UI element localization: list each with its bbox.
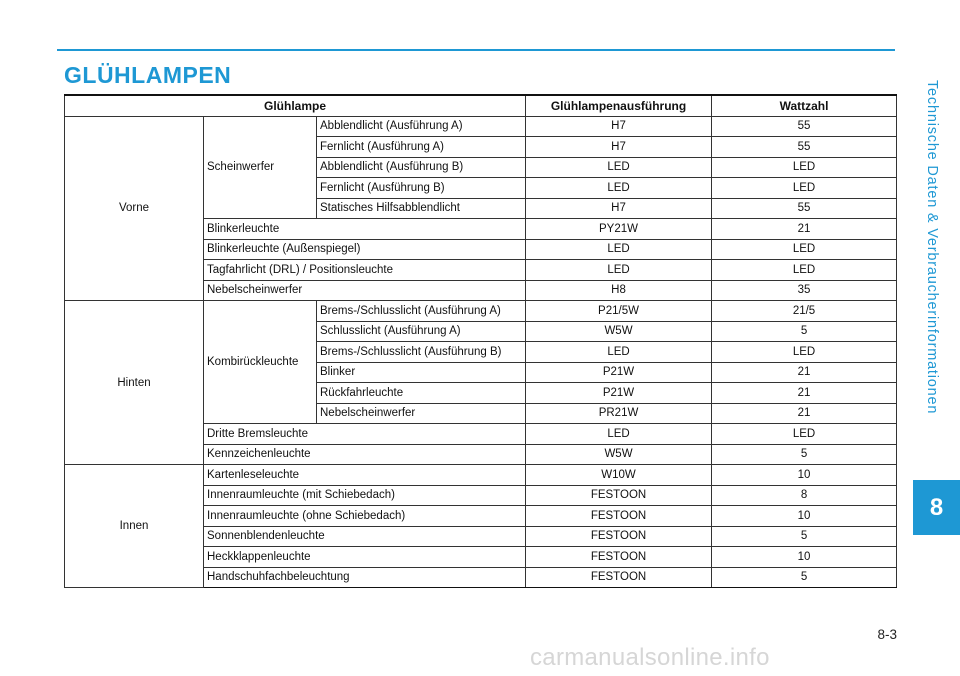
bulb-type: LED: [526, 178, 712, 199]
bulb-name: Brems-/Schlusslicht (Ausführung B): [317, 342, 526, 363]
bulb-type: LED: [526, 239, 712, 260]
bulb-type: LED: [526, 342, 712, 363]
bulb-name: Fernlicht (Ausführung B): [317, 178, 526, 199]
bulb-wattage: LED: [712, 239, 897, 260]
bulb-type: LED: [526, 157, 712, 178]
bulb-name: Brems-/Schlusslicht (Ausführung A): [317, 301, 526, 322]
bulb-wattage: 21: [712, 383, 897, 404]
page-number: 8-3: [877, 627, 897, 642]
bulb-wattage: 21/5: [712, 301, 897, 322]
bulb-name: Handschuhfachbeleuchtung: [204, 567, 526, 588]
bulb-type: P21W: [526, 383, 712, 404]
bulb-wattage: 55: [712, 116, 897, 137]
bulb-wattage: 5: [712, 321, 897, 342]
bulb-type: FESTOON: [526, 485, 712, 506]
bulb-wattage: 55: [712, 198, 897, 219]
bulb-type: H7: [526, 116, 712, 137]
bulb-type: FESTOON: [526, 506, 712, 527]
table-row: [65, 465, 897, 486]
bulb-name: Innenraumleuchte (mit Schiebedach): [204, 485, 526, 506]
bulb-type: H7: [526, 137, 712, 158]
bulb-name: Abblendlicht (Ausführung A): [317, 116, 526, 137]
table-row: [65, 116, 897, 137]
bulb-type: W5W: [526, 444, 712, 465]
bulb-name: Blinkerleuchte (Außenspiegel): [204, 239, 526, 260]
bulb-type: PY21W: [526, 219, 712, 240]
bulb-type: FESTOON: [526, 526, 712, 547]
bulb-name: Nebelscheinwerfer: [317, 403, 526, 424]
bulb-type: LED: [526, 424, 712, 445]
bulb-wattage: LED: [712, 157, 897, 178]
bulb-type: PR21W: [526, 403, 712, 424]
subgroup-label: Kombirückleuchte: [204, 301, 317, 424]
header-rule: [57, 49, 895, 51]
bulb-name: Kennzeichenleuchte: [204, 444, 526, 465]
bulb-wattage: 10: [712, 506, 897, 527]
bulb-name: Blinkerleuchte: [204, 219, 526, 240]
bulb-name: Sonnenblendenleuchte: [204, 526, 526, 547]
chapter-side-title: Technische Daten & Verbraucherinformationen: [924, 80, 940, 415]
group-label: Hinten: [65, 301, 204, 465]
bulb-wattage: 5: [712, 444, 897, 465]
bulb-table: [64, 94, 897, 588]
bulb-type: FESTOON: [526, 547, 712, 568]
bulb-name: Tagfahrlicht (DRL) / Positionsleuchte: [204, 260, 526, 281]
bulb-name: Kartenleseleuchte: [204, 465, 526, 486]
table-body: [65, 116, 897, 588]
chapter-tab[interactable]: 8: [913, 480, 960, 535]
bulb-wattage: LED: [712, 342, 897, 363]
bulb-wattage: 21: [712, 362, 897, 383]
bulb-name: Schlusslicht (Ausführung A): [317, 321, 526, 342]
bulb-wattage: 5: [712, 526, 897, 547]
bulb-name: Nebelscheinwerfer: [204, 280, 526, 301]
bulb-wattage: 10: [712, 465, 897, 486]
bulb-wattage: 21: [712, 219, 897, 240]
bulb-name: Dritte Bremsleuchte: [204, 424, 526, 445]
bulb-type: LED: [526, 260, 712, 281]
bulb-name: Abblendlicht (Ausführung B): [317, 157, 526, 178]
bulb-wattage: 21: [712, 403, 897, 424]
bulb-type: W10W: [526, 465, 712, 486]
table-header-row: [65, 95, 897, 116]
bulb-wattage: 5: [712, 567, 897, 588]
bulb-type: P21W: [526, 362, 712, 383]
bulb-wattage: 55: [712, 137, 897, 158]
bulb-wattage: 35: [712, 280, 897, 301]
subgroup-label: Scheinwerfer: [204, 116, 317, 219]
bulb-wattage: LED: [712, 260, 897, 281]
bulb-type: FESTOON: [526, 567, 712, 588]
bulb-name: Statisches Hilfsabblendlicht: [317, 198, 526, 219]
bulb-type: H7: [526, 198, 712, 219]
bulb-type: H8: [526, 280, 712, 301]
bulb-name: Innenraumleuchte (ohne Schiebedach): [204, 506, 526, 527]
bulb-wattage: 8: [712, 485, 897, 506]
watermark: carmanualsonline.info: [530, 644, 770, 671]
page-title: GLÜHLAMPEN: [64, 62, 232, 88]
header-bulb-type: Glühlampenausführung: [526, 95, 712, 116]
bulb-wattage: LED: [712, 178, 897, 199]
bulb-name: Fernlicht (Ausführung A): [317, 137, 526, 158]
bulb-wattage: LED: [712, 424, 897, 445]
bulb-type: W5W: [526, 321, 712, 342]
table-row: [65, 301, 897, 322]
bulb-wattage: 10: [712, 547, 897, 568]
header-bulb: Glühlampe: [65, 95, 526, 116]
bulb-name: Rückfahrleuchte: [317, 383, 526, 404]
header-wattage: Wattzahl: [712, 95, 897, 116]
bulb-name: Blinker: [317, 362, 526, 383]
group-label: Innen: [65, 465, 204, 588]
bulb-name: Heckklappenleuchte: [204, 547, 526, 568]
bulb-type: P21/5W: [526, 301, 712, 322]
group-label: Vorne: [65, 116, 204, 301]
